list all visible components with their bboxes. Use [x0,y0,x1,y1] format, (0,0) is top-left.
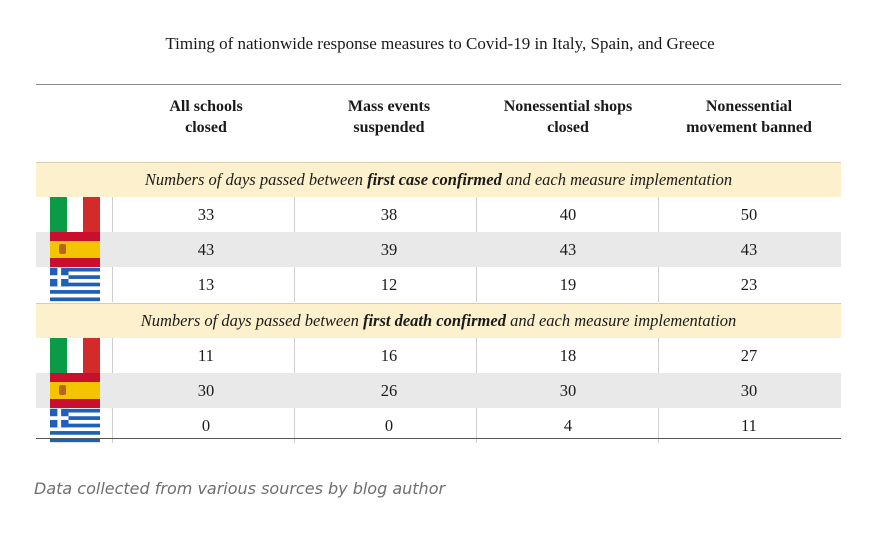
table-cell: 38 [380,205,398,224]
bottom-rule [36,438,841,439]
top-rule [36,84,841,85]
table-row-italy-death [36,338,841,373]
column-header-schools [136,96,276,138]
table-cell: 33 [197,205,215,224]
section-band-first-case [36,162,841,197]
italy-flag-icon [50,197,100,232]
section-label-suffix: and each measure implementation [505,311,737,330]
column-header-line2: closed [547,119,589,136]
section-label-suffix: and each measure implementation [501,170,733,189]
spain-flag-icon [50,373,100,408]
table-cell: 18 [559,346,577,365]
table-cell: 43 [740,240,758,259]
table-row-italy-case [36,197,841,232]
table-cell: 30 [740,381,758,400]
column-headers [36,96,841,152]
section-label-bold: first death confirmed [362,311,506,330]
table-cell: 50 [740,205,758,224]
table-title: Timing of nationwide response measures to Covid-19 in Italy, Spain, and Greece [165,34,715,53]
table-cell: 23 [740,275,758,294]
section-band-first-death [36,303,841,338]
table-cell: 40 [559,205,577,224]
column-header-line1: Nonessential shops [503,98,633,115]
table-cell: 4 [563,416,573,435]
column-header-line1: Nonessential [705,98,793,115]
table-row-spain-case [36,232,841,267]
greece-flag-icon [50,267,100,302]
column-header-mass-events [304,96,474,138]
table-cell: 43 [197,240,215,259]
table-cell: 13 [197,275,215,294]
column-header-line1: All schools [169,98,243,115]
section-label-prefix: Numbers of days passed between [140,311,363,330]
column-header-line2: suspended [353,119,425,136]
column-header-movement [664,96,834,138]
table-cell: 11 [198,346,214,365]
section-label-prefix: Numbers of days passed between [144,170,368,189]
column-header-shops [478,96,658,138]
table-cell: 12 [380,275,398,294]
table-cell: 11 [741,416,757,435]
italy-flag-icon [50,338,100,373]
table-cell: 30 [197,381,215,400]
table-cell: 26 [380,381,398,400]
column-header-line2: closed [185,119,227,136]
section-label-bold: first case confirmed [367,170,502,189]
table-cell: 43 [559,240,577,259]
table-row-spain-death [36,373,841,408]
table-cell: 16 [380,346,398,365]
column-header-line2: movement banned [686,119,812,136]
image-caption: Data collected from various sources by blog author [34,479,446,498]
table-cell: 0 [201,416,211,435]
table-cell: 30 [559,381,577,400]
table-cell: 27 [740,346,758,365]
spain-flag-icon [50,232,100,267]
table-row-greece-case [36,267,841,302]
table-cell: 39 [380,240,398,259]
table-cell: 19 [559,275,577,294]
column-header-line1: Mass events [347,98,431,115]
table-cell: 0 [384,416,394,435]
